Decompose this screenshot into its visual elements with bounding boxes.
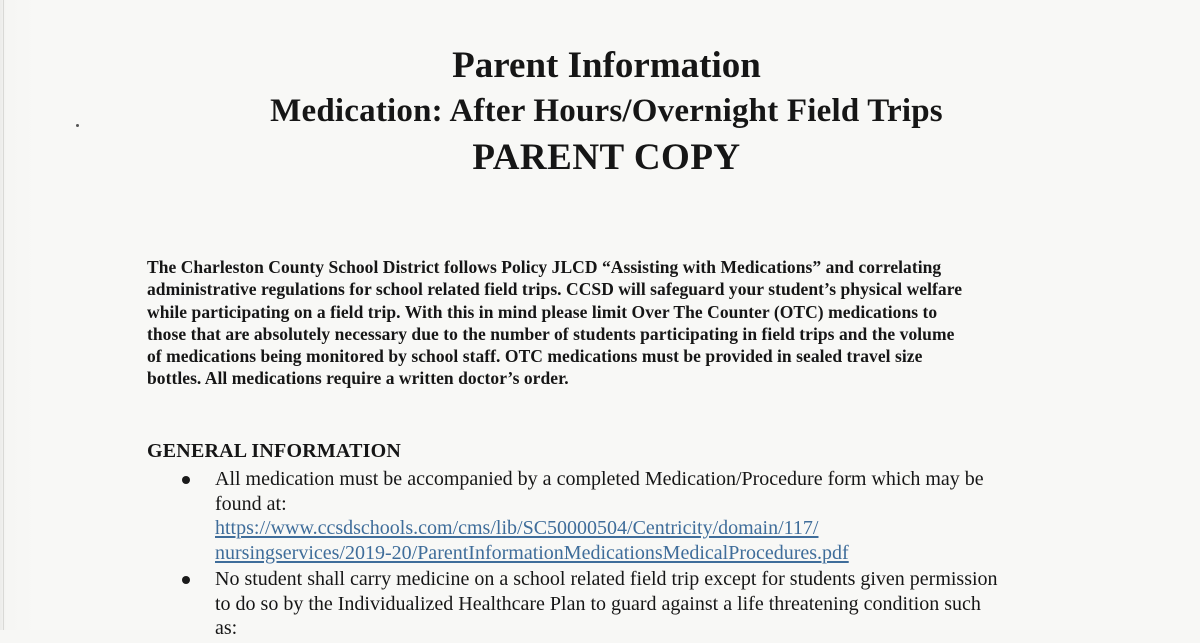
general-information-list: [178, 467, 1078, 643]
list-item: [178, 567, 1078, 641]
intro-line: while participating on a field trip. With this in mind please limit Over The Counter (OTC) medications to: [147, 301, 938, 322]
title-block: [0, 44, 1200, 182]
list-item-line: to do so by the Individualized Healthcare Plan to guard against a life threatening condition such: [215, 592, 981, 615]
bullet-icon: [182, 476, 190, 484]
medication-form-link-continued[interactable]: nursingservices/2019-20/ParentInformationMedicationsMedicalProcedures.pdf: [215, 541, 849, 564]
medication-form-link[interactable]: https://www.ccsdschools.com/cms/lib/SC50000504/Centricity/domain/117/: [215, 517, 819, 539]
list-item-line: found at:: [215, 492, 287, 515]
intro-line: of medications being monitored by school staff. OTC medications must be provided in sealed travel size: [147, 346, 923, 367]
list-item-line: No student shall carry medicine on a school related field trip except for students given permission: [215, 568, 998, 590]
list-item-line: All medication must be accompanied by a completed Medication/Procedure form which may be: [215, 468, 984, 490]
intro-line: those that are absolutely necessary due to the number of students participating in field trips and the volume: [147, 323, 955, 344]
page-subtitle: Medication: After Hours/Overnight Field Trips: [270, 93, 943, 129]
list-item: [178, 467, 1078, 565]
intro-line: administrative regulations for school related field trips. CCSD will safeguard your student’s physical welfare: [147, 279, 963, 300]
bullet-icon: [182, 576, 190, 584]
page-title: Parent Information: [452, 45, 761, 86]
general-information-heading: GENERAL INFORMATION: [147, 440, 402, 462]
intro-paragraph: [147, 256, 1067, 390]
intro-line: The Charleston County School District follows Policy JLCD “Assisting with Medications” and correlating: [147, 257, 942, 277]
copy-label: PARENT COPY: [472, 137, 741, 178]
list-item-line: as:: [215, 617, 238, 639]
intro-line: bottles. All medications require a written doctor’s order.: [147, 368, 569, 389]
